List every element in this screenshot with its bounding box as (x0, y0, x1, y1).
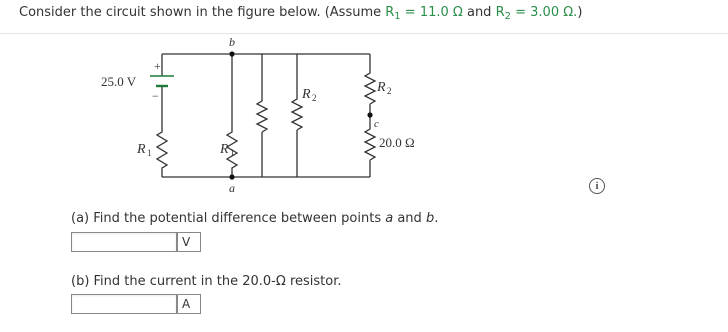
part-a-point1: a (385, 211, 394, 226)
r1-mid-label: R (220, 142, 229, 157)
divider (0, 33, 728, 34)
battery (150, 76, 174, 86)
r1-left-sub: 1 (147, 148, 152, 158)
part-a-answer-input[interactable] (71, 232, 177, 252)
part-a-question (71, 211, 438, 226)
r2-mid-label: R (302, 87, 311, 102)
prompt-text-start: Consider the circuit shown in the figure below. (Assume (19, 5, 386, 20)
part-b-answer-input[interactable] (71, 294, 177, 314)
r2-sub: 2 (504, 11, 511, 22)
part-a-question-end: . (434, 211, 439, 226)
battery-plus: + (154, 59, 161, 73)
r2-assumption (496, 5, 578, 20)
node-a-dot (229, 174, 234, 179)
r2-right-label: R (377, 80, 386, 95)
r1-var: R (385, 5, 395, 20)
part-b-question: (b) Find the current in the 20.0-Ω resistor. (71, 274, 342, 289)
info-icon[interactable]: i (589, 178, 605, 194)
node-a-label: a (229, 181, 235, 195)
node-c-label: c (374, 118, 379, 130)
r20-resistor (365, 126, 375, 160)
mid-unlabeled-resistor (257, 98, 267, 132)
r2-right-resistor (365, 70, 375, 104)
r1-sub: 1 (394, 11, 401, 22)
battery-voltage-label: 25.0 V (101, 74, 137, 89)
r1-left-label: R (137, 142, 146, 157)
problem-statement (19, 5, 582, 20)
part-a-question-start: (a) Find the potential difference between points (71, 211, 386, 226)
part-b-unit: A (177, 294, 201, 314)
r2-value: = 3.00 Ω. (511, 5, 578, 20)
part-a-point2: b (425, 211, 435, 226)
r1-left-resistor (157, 128, 167, 177)
r2-mid-resistor (292, 96, 302, 130)
r1-value: = 11.0 Ω (400, 5, 463, 20)
r1-mid-sub: 1 (230, 148, 235, 158)
prompt-text-end: ) (577, 5, 583, 20)
r2-var: R (495, 5, 505, 20)
node-b-dot (229, 51, 234, 56)
part-a-joiner: and (393, 211, 426, 226)
prompt-joiner: and (462, 5, 496, 20)
part-a-unit: V (177, 232, 201, 252)
r2-right-sub: 2 (387, 86, 392, 96)
r1-assumption (385, 5, 463, 20)
circuit-wires (157, 54, 375, 177)
r2-mid-sub: 2 (312, 93, 317, 103)
circuit-diagram (100, 36, 460, 196)
r20-label: 20.0 Ω (379, 135, 415, 150)
node-c-dot (367, 112, 372, 117)
node-b-label: b (229, 36, 235, 49)
battery-minus: − (152, 89, 159, 103)
